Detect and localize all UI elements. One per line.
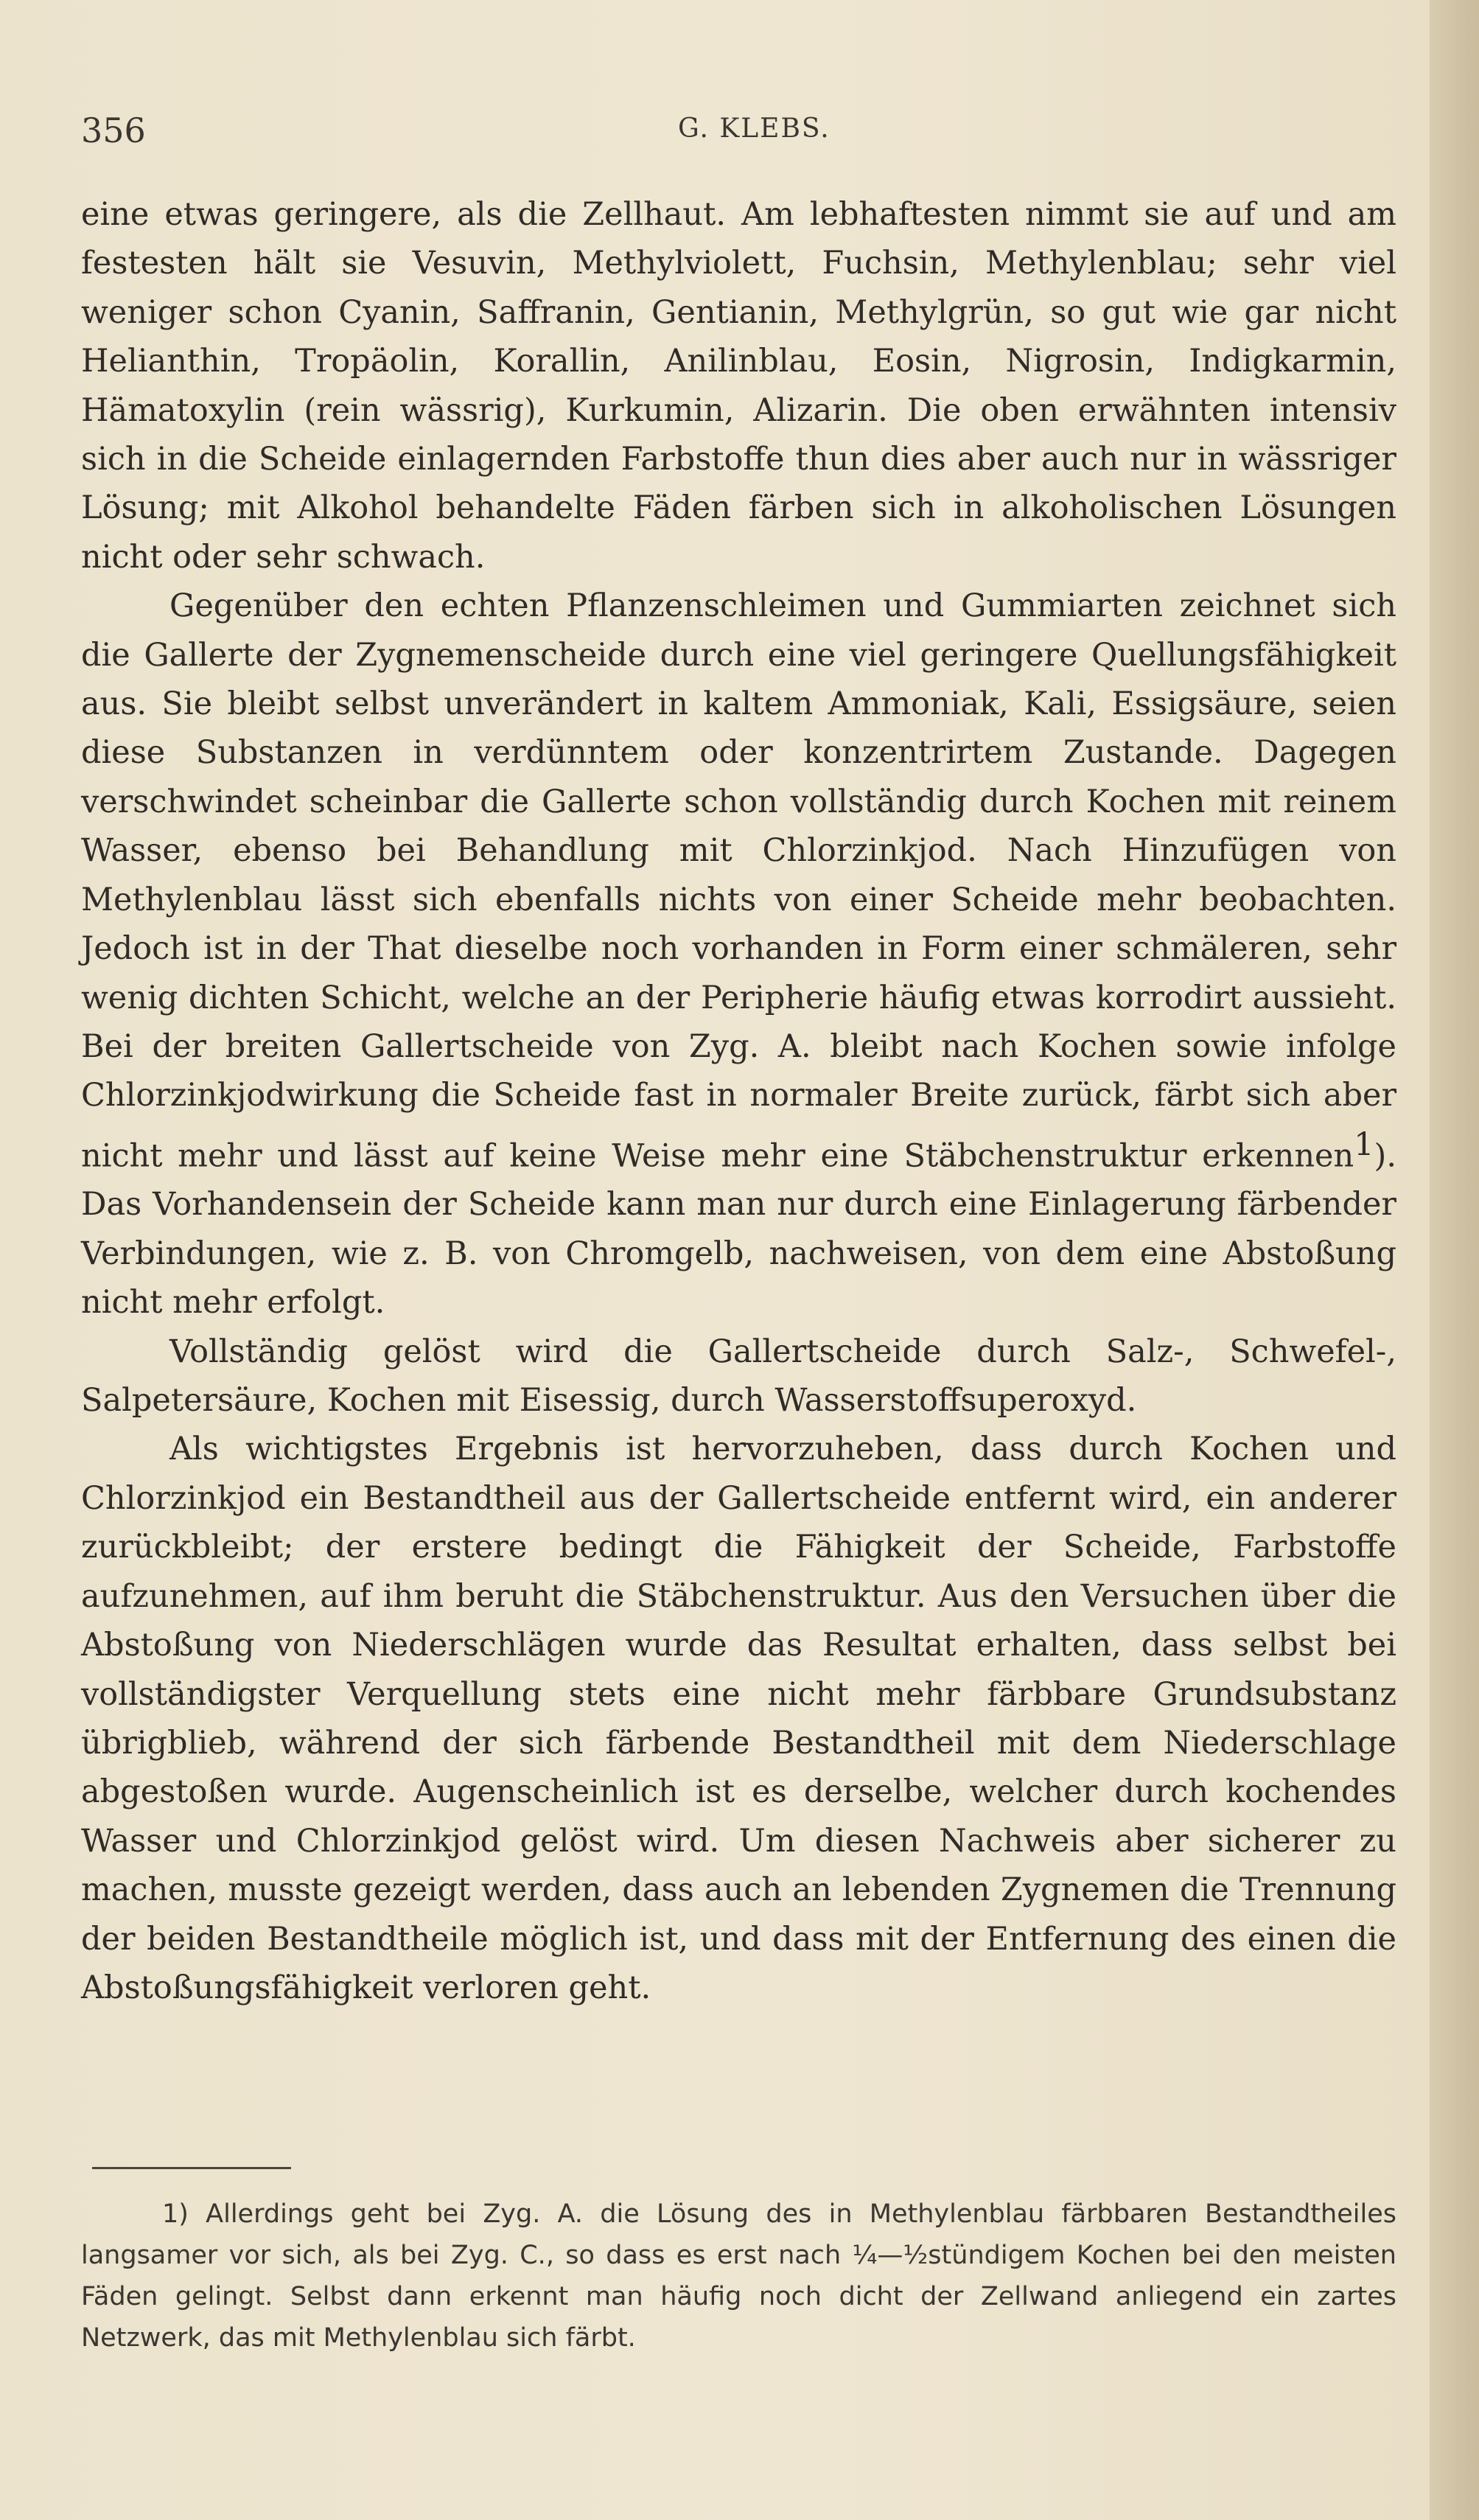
body-text xyxy=(81,190,1396,2012)
footnote-rule xyxy=(92,2167,291,2169)
page-number: 356 xyxy=(81,111,146,150)
running-head: G. KLEBS. xyxy=(678,114,831,144)
paragraph xyxy=(81,1327,1396,1425)
paragraph xyxy=(81,190,1396,582)
text-run: Gegenüber den echten Pflanzenschleimen und Gummiarten zeichnet sich die Gallerte der Zygnemenscheide durch eine viel geringere Quellungsfähigkeit aus. Sie bleibt selbst unverändert in kaltem Ammoniak, Kali, Essigsäure, seien diese Substanzen in verdünntem oder konzentrirtem Zustande. Dagegen verschwindet scheinbar die Gallerte schon vollständig durch Kochen mit reinem Wasser, ebenso bei Behandlung mit Chlorzinkjod. Nach Hinzufügen von Methylenblau lässt sich ebenfalls nichts von einer Scheide mehr beobachten. Jedoch ist in der That dieselbe noch vorhanden in Form einer schmäleren, sehr wenig dichten Schicht, welche an der Peripherie häufig etwas korrodirt aussieht. Bei der breiten Gallertscheide von xyxy=(81,587,1396,1065)
text-run: 1) Allerdings geht bei xyxy=(162,2199,483,2229)
footnote xyxy=(81,2193,1396,2359)
text-run: die Lösung des in Methylenblau färbbaren Bestandtheiles langsamer vor sich, als bei xyxy=(81,2199,1396,2270)
text-run: bleibt nach Kochen sowie infolge Chlorzinkjodwirkung die Scheide fast in normaler Breite zurück, färbt sich aber nicht mehr und lässt auf keine Weise mehr eine Stäbchenstruktur erkennen xyxy=(81,1027,1396,1175)
italic-name: Zyg. C. xyxy=(450,2241,546,2270)
footnote-text xyxy=(81,2193,1396,2359)
text-run: , so dass es erst nach ¼—½stündigem Kochen bei den meisten Fäden gelingt. Selbst dann erkennt man häufig noch dicht der Zellwand anliegend ein zartes Netzwerk, das mit Methylenblau sich färbt. xyxy=(81,2241,1396,2353)
paragraph xyxy=(81,1425,1396,2012)
text-run: Vollständig gelöst wird die Gallertscheide durch Salz-, Schwefel-, Salpetersäure, Kochen mit Eisessig, durch Wasserstoffsuperoxyd. xyxy=(81,1333,1396,1420)
facing-page-edge xyxy=(1430,0,1479,2520)
italic-name: Zyg. A. xyxy=(688,1027,811,1065)
footnote-ref: 1 xyxy=(1354,1125,1374,1163)
text-run: Als wichtigstes Ergebnis ist hervorzuheben, dass durch Kochen und Chlorzinkjod ein Bestandtheil aus der Gallertscheide entfernt wird, ein anderer zurückbleibt; der erstere bedingt die Fähigkeit der Scheide, Farbstoffe aufzunehmen, auf ihm beruht die Stäbchenstruktur. Aus den Versuchen über die Abstoßung von Niederschlägen wurde das Resultat erhalten, dass selbst bei vollständigster Verquellung stets eine nicht mehr färbbare Grundsubstanz übrigblieb, während der sich färbende Bestandtheil mit dem Niederschlage abgestoßen wurde. Augenscheinlich ist es derselbe, welcher durch kochendes Wasser und Chlorzinkjod gelöst wird. Um diesen Nachweis aber sicherer zu machen, musste gezeigt werden, dass auch an lebenden Zygnemen die Trennung der beiden Bestandtheile möglich ist, und dass mit der Entfernung des einen die Abstoßungsfähigkeit verloren geht. xyxy=(81,1431,1396,2006)
text-run: eine etwas geringere, als die Zellhaut. Am lebhaftesten nimmt sie auf und am festesten hält sie Vesuvin, Methylviolett, Fuchsin, Methylenblau; sehr viel weniger schon Cyanin, Saffranin, Gentianin, Methylgrün, so gut wie gar nicht Helianthin, Tropäolin, Korallin, Anilinblau, Eosin, Nigrosin, Indigkarmin, Hämatoxylin (rein wässrig), Kurkumin, Alizarin. Die oben erwähnten intensiv sich in die Scheide einlagernden Farbstoffe thun dies aber auch nur in wässriger Lösung; mit Alkohol behandelte Fäden färben sich in alkoholischen Lösungen nicht oder sehr schwach. xyxy=(81,196,1396,576)
paragraph xyxy=(81,582,1396,1327)
page-header xyxy=(81,111,1400,162)
text-run: ). Das Vorhandensein der Scheide kann man nur durch eine Einlagerung färbender Verbindungen, wie z. B. von Chromgelb, nachweisen, von dem eine Abstoßung nicht mehr erfolgt. xyxy=(81,1137,1396,1322)
italic-name: Zyg. A. xyxy=(483,2199,584,2229)
